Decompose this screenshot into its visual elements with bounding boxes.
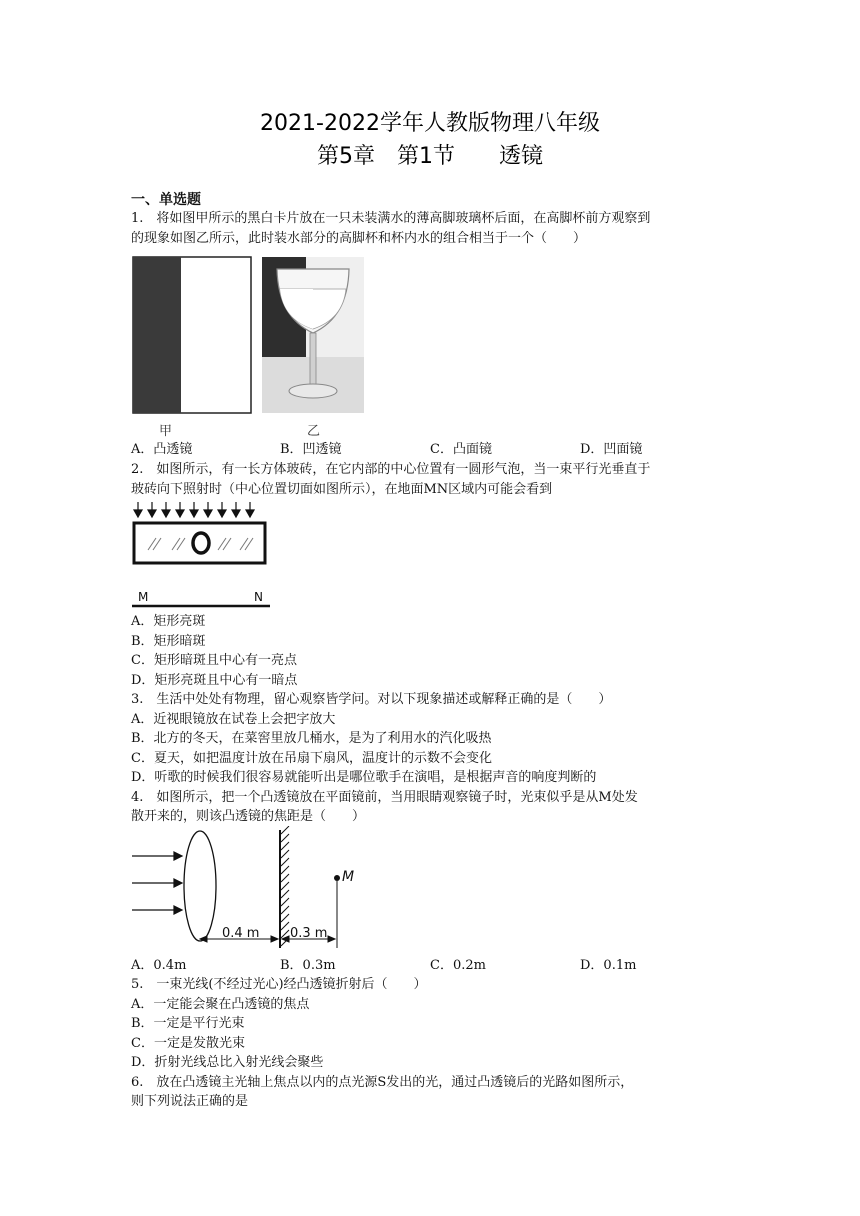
section-heading: 一、单选题 [131,192,201,208]
q3-option-a[interactable]: A．近视眼镜放在试卷上会把字放大 [131,712,336,727]
q4-option-a[interactable]: A．0.4m [131,958,187,973]
document-title: 2021-2022学年人教版物理八年级 [260,111,600,136]
q4-option-b[interactable]: B．0.3m [280,958,336,973]
q1-option-b[interactable]: B．凹透镜 [280,442,342,457]
figure-label-yi: 乙 [307,424,321,439]
q2-option-c[interactable]: C．矩形暗斑且中心有一亮点 [131,653,297,668]
q4-text-line1: 4. 如图所示，把一个凸透镜放在平面镜前，当用眼睛观察镜子时，光束似乎是从M处发 [131,790,638,805]
q4-text-line2: 散开来的，则该凸透镜的焦距是（ ） [131,809,366,824]
q5-option-d[interactable]: D．折射光线总比入射光线会聚些 [131,1055,324,1070]
q2-option-b[interactable]: B．矩形暗斑 [131,634,206,649]
figure-label-jia: 甲 [159,424,173,439]
document-subtitle: 第5章 第1节 透镜 [317,144,543,169]
q3-option-c[interactable]: C．夏天，如把温度计放在吊扇下扇风，温度计的示数不会变化 [131,751,492,766]
figure-jia-card [133,257,251,413]
parallel-light-arrows [134,502,254,517]
q1-option-a[interactable]: A．凸透镜 [131,442,193,457]
q5-option-c[interactable]: C．一定是发散光束 [131,1036,245,1051]
q2-option-a[interactable]: A．矩形亮斑 [131,614,206,629]
q3-option-b[interactable]: B．北方的冬天，在菜窖里放几桶水，是为了利用水的汽化吸热 [131,731,492,746]
ground-label-n: N [254,590,263,604]
q4-option-c[interactable]: C．0.2m [430,958,486,973]
q6-text-line2: 则下列说法正确的是 [131,1094,249,1109]
q1-text-line2: 的现象如图乙所示，此时装水部分的高脚杯和杯内水的组合相当于一个（ ） [131,231,587,246]
q5-text-line1: 5. 一束光线(不经过光心)经凸透镜折射后（ ） [131,977,427,992]
q2-text-line1: 2. 如图所示，有一长方体玻砖，在它内部的中心位置有一圆形气泡，当一束平行光垂直于 [131,462,651,477]
air-bubble [193,533,209,553]
incident-light-arrows [132,852,182,914]
point-m-label: M [342,869,355,885]
mirror-hatching [281,826,289,946]
q2-option-d[interactable]: D．矩形亮斑且中心有一暗点 [131,673,298,688]
q3-text-line1: 3. 生活中处处有物理，留心观察皆学问。对以下现象描述或解释正确的是（ ） [131,692,612,707]
q4-option-d[interactable]: D．0.1m [580,958,637,973]
q5-option-b[interactable]: B．一定是平行光束 [131,1016,245,1031]
q2-text-line2: 玻砖向下照射时（中心位置切面如图所示），在地面MN区域内可能会看到 [131,482,553,497]
q1-option-d[interactable]: D．凹面镜 [580,442,643,457]
figure-yi-goblet-photo [262,257,364,413]
point-m [334,875,340,881]
q5-option-a[interactable]: A．一定能会聚在凸透镜的焦点 [131,997,310,1012]
ground-label-m: M [138,590,149,604]
dimension-label-03: 0.3 m [290,926,328,941]
q1-figure [131,255,371,441]
q2-figure-glass-brick [130,500,275,610]
q1-option-c[interactable]: C．凸面镜 [430,442,492,457]
q3-option-d[interactable]: D．听歌的时候我们很容易就能听出是哪位歌手在演唱，是根据声音的响度判断的 [131,770,597,785]
q6-text-line1: 6. 放在凸透镜主光轴上焦点以内的点光源S发出的光，通过凸透镜后的光路如图所示， [131,1075,634,1090]
convex-lens [184,831,216,941]
q1-text-line1: 1. 将如图甲所示的黑白卡片放在一只未装满水的薄高脚玻璃杯后面，在高脚杯前方观察到 [131,211,651,226]
q4-figure-lens-mirror [130,826,370,950]
dimension-label-04: 0.4 m [222,926,260,941]
